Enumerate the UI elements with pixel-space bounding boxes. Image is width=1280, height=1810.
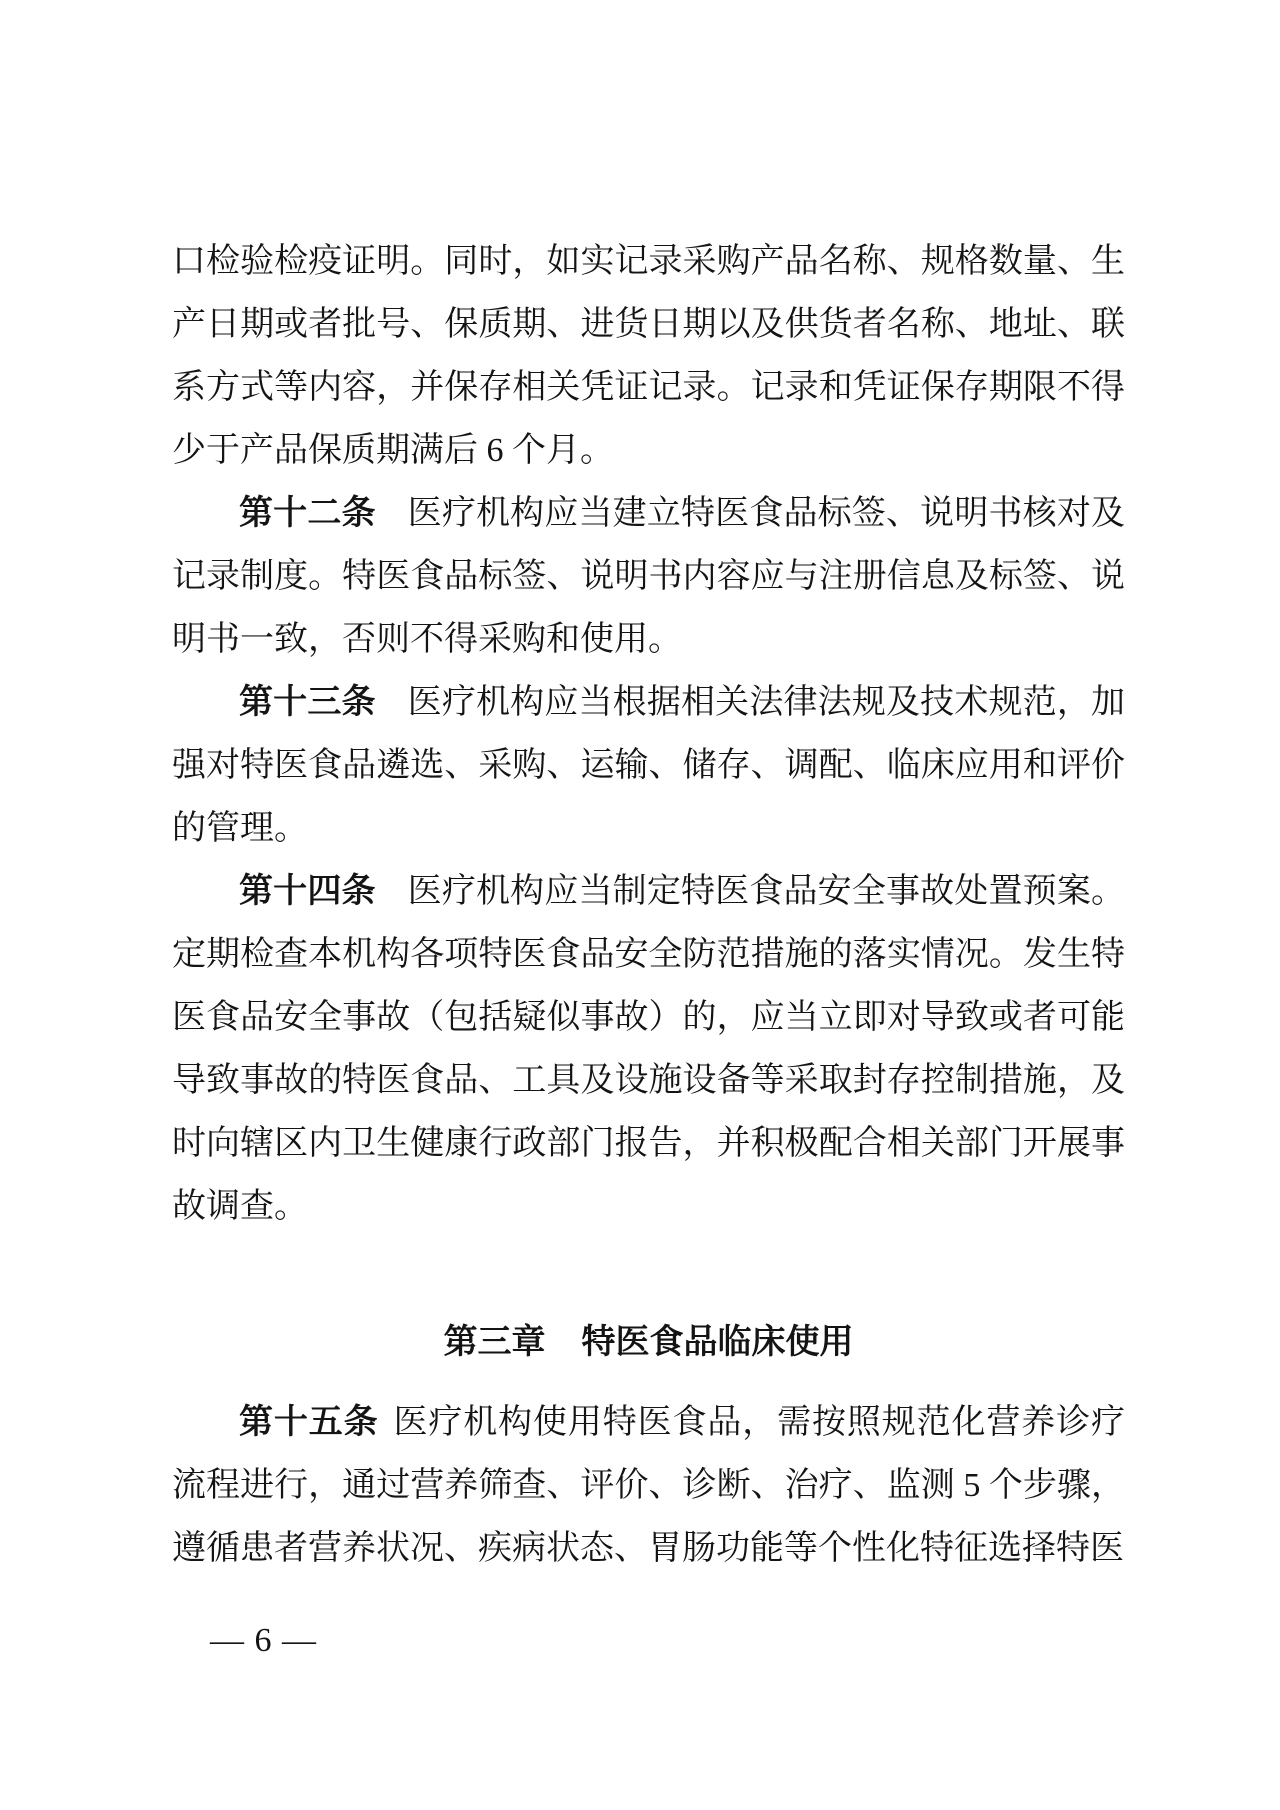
document-body (172, 230, 1125, 1580)
article-14-text: 医疗机构应当制定特医食品安全事故处置预案。定期检查本机构各项特医食品安全防范措施的落实情况。发生特医食品安全事故（包括疑似事故）的，应当立即对导致或者可能导致事故的特医食品、工具及设施设备等采取封存控制措施，及时向辖区内卫生健康行政部门报告，并积极配合相关部门开展事故调查。 (172, 873, 1126, 1225)
article-15-paragraph (172, 1391, 1125, 1580)
page-number: — 6 — (210, 1622, 317, 1659)
chapter-3-title: 特医食品临床使用 (581, 1323, 854, 1361)
article-12-text: 医疗机构应当建立特医食品标签、说明书核对及记录制度。特医食品标签、说明书内容应与注册信息及标签、说明书一致，否则不得采购和使用。 (172, 495, 1126, 658)
article-13-label: 第十三条 (239, 683, 376, 721)
article-14-paragraph (172, 860, 1125, 1238)
article-12-paragraph (172, 482, 1125, 671)
continuation-paragraph: 口检验检疫证明。同时，如实记录采购产品名称、规格数量、生产日期或者批号、保质期、进货日期以及供货者名称、地址、联系方式等内容，并保存相关凭证记录。记录和凭证保存期限不得少于产品保质期满后 6 个月。 (172, 243, 1125, 469)
chapter-3-label: 第三章 (443, 1323, 546, 1361)
article-13-text: 医疗机构应当根据相关法律法规及技术规范，加强对特医食品遴选、采购、运输、储存、调配、临床应用和评价的管理。 (172, 684, 1126, 847)
article-13-paragraph (172, 671, 1125, 860)
article-15-label: 第十五条 (239, 1403, 379, 1441)
article-12-label: 第十二条 (239, 494, 376, 532)
article-15-text: 医疗机构使用特医食品，需按照规范化营养诊疗流程进行，通过营养筛查、评价、诊断、治疗、监测 5 个步骤，遵循患者营养状况、疾病状态、胃肠功能等个性化特征选择特医 (172, 1404, 1125, 1567)
article-14-label: 第十四条 (239, 872, 376, 910)
chapter-3-heading (172, 1311, 1125, 1374)
